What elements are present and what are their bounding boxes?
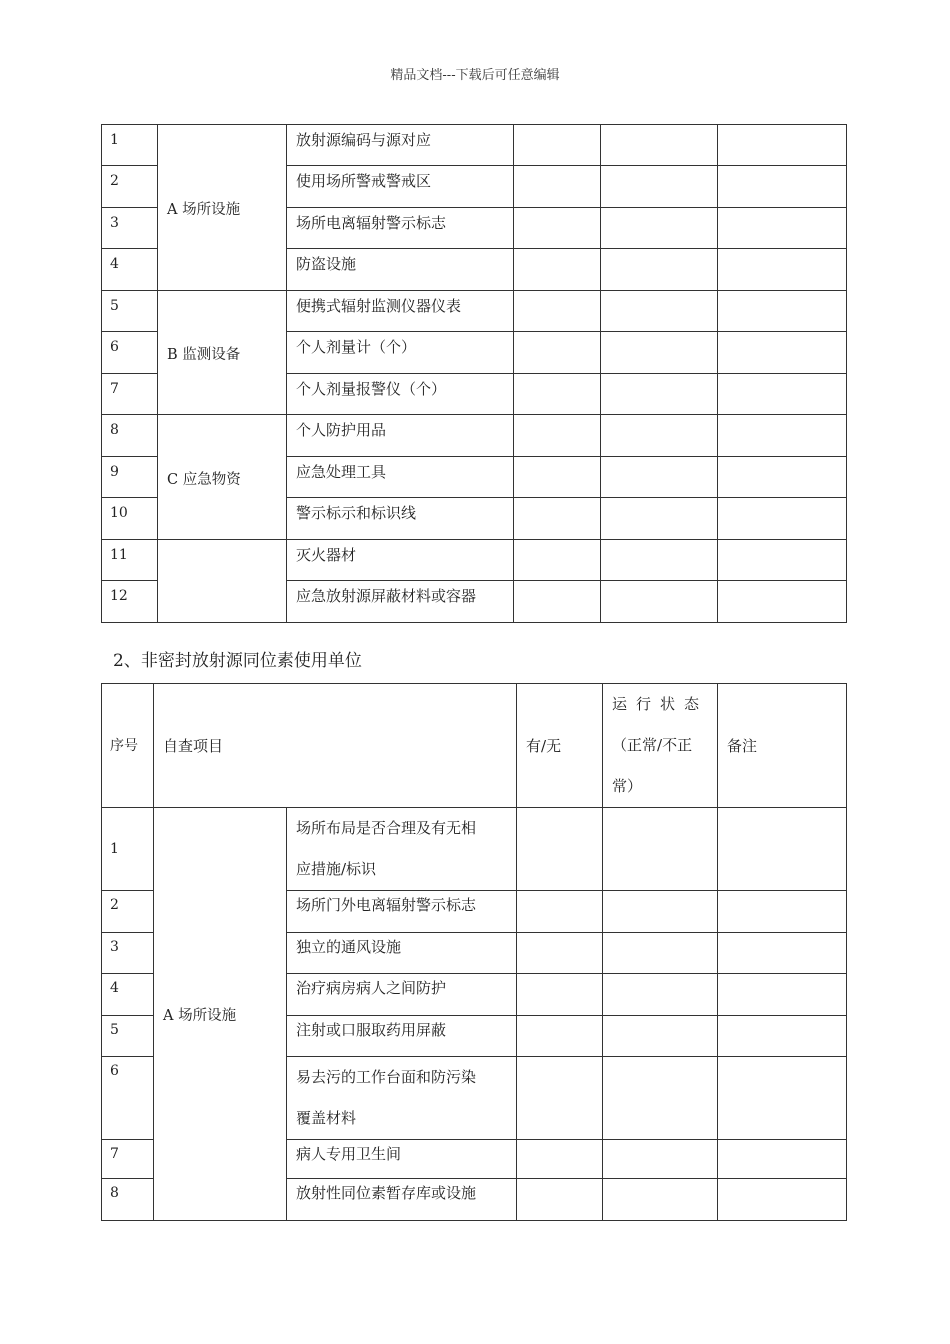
status-cell[interactable] [603, 808, 718, 891]
has-cell[interactable] [514, 415, 601, 457]
item-cell: 使用场所警戒警戒区 [287, 166, 514, 208]
group-label: A 场所设施 [154, 808, 287, 1221]
note-cell[interactable] [718, 1016, 847, 1057]
item-line: 场所布局是否合理及有无相 [296, 819, 477, 837]
item-cell: 场所门外电离辐射警示标志 [287, 891, 517, 933]
table-row [102, 540, 847, 581]
note-cell[interactable] [718, 498, 847, 540]
seq-cell: 8 [102, 415, 158, 457]
seq-cell: 12 [102, 581, 158, 623]
item-line: 易去污的工作台面和防污染 [296, 1068, 477, 1086]
status-cell[interactable] [601, 125, 718, 166]
status-cell[interactable] [601, 291, 718, 332]
note-cell[interactable] [718, 1140, 847, 1179]
seq-cell: 11 [102, 540, 158, 581]
header-item: 自查项目 [154, 684, 517, 808]
header-has: 有/无 [517, 684, 603, 808]
table-row [102, 808, 847, 891]
note-cell[interactable] [718, 332, 847, 374]
item-cell: 便携式辐射监测仪器仪表 [287, 291, 514, 332]
note-cell[interactable] [718, 249, 847, 291]
item-cell: 放射源编码与源对应 [287, 125, 514, 166]
header-seq: 序号 [102, 684, 154, 808]
item-line: 应措施/标识 [296, 860, 377, 878]
note-cell[interactable] [718, 1179, 847, 1221]
has-cell[interactable] [517, 1057, 603, 1140]
status-cell[interactable] [601, 374, 718, 415]
item-cell: 应急放射源屏蔽材料或容器 [287, 581, 514, 623]
has-cell[interactable] [517, 974, 603, 1016]
has-cell[interactable] [514, 249, 601, 291]
item-cell [287, 1057, 517, 1140]
has-cell[interactable] [517, 808, 603, 891]
item-cell: 场所电离辐射警示标志 [287, 208, 514, 249]
status-cell[interactable] [601, 581, 718, 623]
has-cell[interactable] [514, 166, 601, 208]
has-cell[interactable] [517, 891, 603, 933]
header-row [102, 684, 847, 808]
section-title: 2、非密封放射源同位素使用单位 [113, 651, 362, 671]
has-cell[interactable] [514, 125, 601, 166]
note-cell[interactable] [718, 166, 847, 208]
has-cell[interactable] [514, 374, 601, 415]
status-cell[interactable] [603, 1140, 718, 1179]
group-label [158, 540, 287, 623]
status-cell[interactable] [603, 1179, 718, 1221]
group-label: C 应急物资 [158, 415, 287, 540]
status-cell[interactable] [603, 974, 718, 1016]
item-cell: 独立的通风设施 [287, 933, 517, 974]
note-cell[interactable] [718, 125, 847, 166]
status-cell[interactable] [601, 166, 718, 208]
item-cell: 防盗设施 [287, 249, 514, 291]
table-row [102, 291, 847, 332]
note-cell[interactable] [718, 808, 847, 891]
has-cell[interactable] [514, 291, 601, 332]
item-cell: 治疗病房病人之间防护 [287, 974, 517, 1016]
status-cell[interactable] [603, 1057, 718, 1140]
item-line: 覆盖材料 [296, 1109, 357, 1127]
note-cell[interactable] [718, 291, 847, 332]
note-cell[interactable] [718, 933, 847, 974]
has-cell[interactable] [517, 1179, 603, 1221]
item-cell: 个人防护用品 [287, 415, 514, 457]
seq-cell: 1 [102, 125, 158, 166]
seq-cell: 3 [102, 933, 154, 974]
seq-cell: 1 [102, 808, 154, 891]
note-cell[interactable] [718, 540, 847, 581]
header-status-line2: （正常/不正 [612, 736, 693, 754]
has-cell[interactable] [514, 457, 601, 498]
seq-cell: 8 [102, 1179, 154, 1221]
status-cell[interactable] [603, 933, 718, 974]
status-cell[interactable] [601, 208, 718, 249]
item-cell: 放射性同位素暂存库或设施 [287, 1179, 517, 1221]
item-cell: 注射或口服取药用屏蔽 [287, 1016, 517, 1057]
has-cell[interactable] [517, 933, 603, 974]
header-note: 备注 [718, 684, 847, 808]
seq-cell: 4 [102, 974, 154, 1016]
has-cell[interactable] [517, 1140, 603, 1179]
note-cell[interactable] [718, 1057, 847, 1140]
has-cell[interactable] [514, 332, 601, 374]
seq-cell: 10 [102, 498, 158, 540]
note-cell[interactable] [718, 891, 847, 933]
status-cell[interactable] [601, 332, 718, 374]
seq-cell: 5 [102, 1016, 154, 1057]
seq-cell: 7 [102, 374, 158, 415]
table-row [102, 125, 847, 166]
header-status-line1: 运行状态 [612, 695, 709, 713]
note-cell[interactable] [718, 415, 847, 457]
table-row [102, 415, 847, 457]
item-cell: 灭火器材 [287, 540, 514, 581]
note-cell[interactable] [718, 457, 847, 498]
seq-cell: 3 [102, 208, 158, 249]
status-cell[interactable] [601, 457, 718, 498]
item-cell: 个人剂量报警仪（个） [287, 374, 514, 415]
note-cell[interactable] [718, 374, 847, 415]
status-cell[interactable] [603, 891, 718, 933]
group-label: B 监测设备 [158, 291, 287, 415]
status-cell[interactable] [603, 1016, 718, 1057]
page-header: 精品文档---下载后可任意编辑 [390, 68, 560, 83]
note-cell[interactable] [718, 581, 847, 623]
note-cell[interactable] [718, 974, 847, 1016]
item-cell: 个人剂量计（个） [287, 332, 514, 374]
seq-cell: 2 [102, 891, 154, 933]
has-cell[interactable] [514, 581, 601, 623]
seq-cell: 7 [102, 1140, 154, 1179]
status-cell[interactable] [601, 415, 718, 457]
status-cell[interactable] [601, 249, 718, 291]
seq-cell: 9 [102, 457, 158, 498]
item-cell: 警示标示和标识线 [287, 498, 514, 540]
header-status-line3: 常） [612, 777, 643, 795]
seq-cell: 6 [102, 332, 158, 374]
checklist-table-unsealed-sources [101, 683, 847, 1221]
status-cell[interactable] [601, 540, 718, 581]
seq-cell: 4 [102, 249, 158, 291]
header-status [603, 684, 718, 808]
has-cell[interactable] [514, 498, 601, 540]
has-cell[interactable] [517, 1016, 603, 1057]
status-cell[interactable] [601, 498, 718, 540]
seq-cell: 2 [102, 166, 158, 208]
item-cell: 病人专用卫生间 [287, 1140, 517, 1179]
item-cell [287, 808, 517, 891]
checklist-table-sealed-sources [101, 124, 847, 623]
note-cell[interactable] [718, 208, 847, 249]
group-label: A 场所设施 [158, 125, 287, 291]
has-cell[interactable] [514, 208, 601, 249]
seq-cell: 6 [102, 1057, 154, 1140]
seq-cell: 5 [102, 291, 158, 332]
has-cell[interactable] [514, 540, 601, 581]
item-cell: 应急处理工具 [287, 457, 514, 498]
